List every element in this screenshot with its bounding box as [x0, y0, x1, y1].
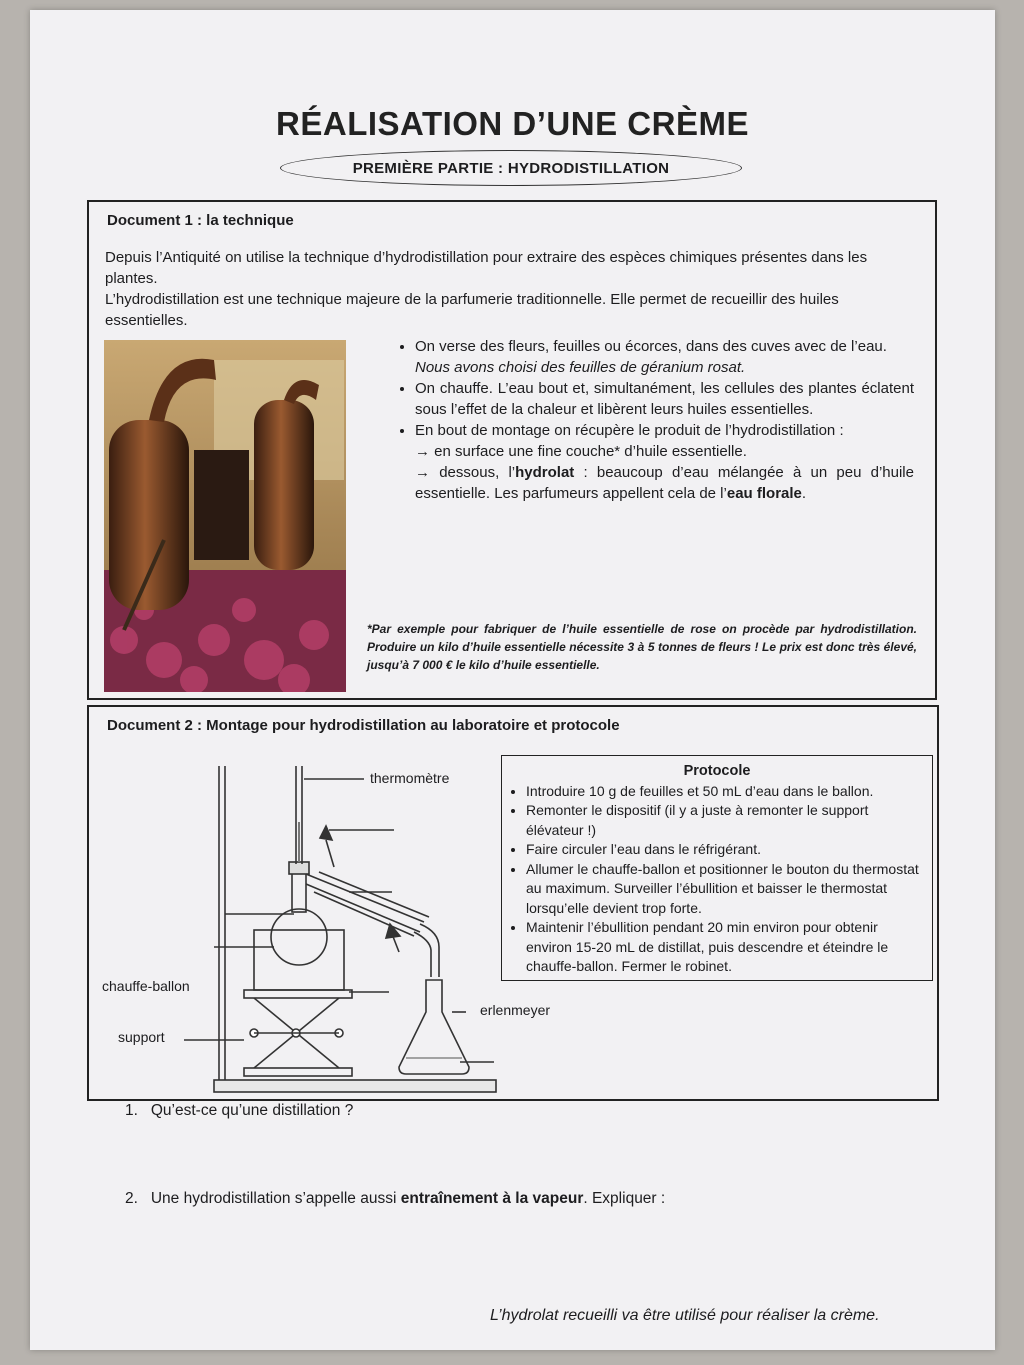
- step-bullet-1: [415, 336, 914, 378]
- question-2-number: 2.: [125, 1190, 138, 1207]
- protocol-step: • Allumer le chauffe-ballon et positionner le bouton du thermostat au maximum. Surveiller l’ébullition et baisser le thermostat lorsqu’elle devient trop forte.: [526, 860, 922, 919]
- intro-paragraph-1: Depuis l’Antiquité on utilise la technique d’hydrodistillation pour extraire des espèces chimiques présentes dans les plantes.: [105, 249, 868, 287]
- hydrolat-term: hydrolat: [515, 464, 575, 481]
- intro-paragraph-2: L’hydrodistillation est une technique majeure de la parfumerie traditionnelle. Elle permet de recueillir des huiles essentielles.: [105, 291, 839, 329]
- question-2: [125, 1190, 665, 1208]
- protocol-box: [501, 755, 933, 981]
- section-subtitle: [280, 150, 742, 186]
- label-thermometre: thermomètre: [370, 770, 450, 786]
- question-2-text-bold: entraînement à la vapeur: [400, 1190, 584, 1207]
- page-title: RÉALISATION D’UNE CRÈME: [276, 105, 749, 142]
- question-2-text-pre: Une hydrodistillation s’appelle aussi: [150, 1190, 401, 1207]
- protocol-step: • Introduire 10 g de feuilles et 50 mL d’eau dans le ballon.: [526, 782, 922, 802]
- below-pre: → dessous, l’: [415, 464, 516, 481]
- step-3-below: [415, 462, 914, 504]
- question-2-text-post: . Expliquer :: [583, 1190, 666, 1207]
- step-1-note: Nous avons choisi des feuilles de géranium rosat.: [415, 359, 746, 376]
- step-3-surface: → en surface une fine couche* d’huile essentielle.: [415, 443, 747, 460]
- step-bullet-3: [415, 420, 914, 504]
- distillery-photo: [104, 340, 346, 692]
- worksheet-page: [30, 10, 995, 1350]
- section-subtitle-text: PREMIÈRE PARTIE : HYDRODISTILLATION: [352, 159, 670, 177]
- question-1-number: 1.: [125, 1102, 138, 1119]
- label-chauffe-ballon: chauffe-ballon: [102, 978, 190, 994]
- below-end: .: [801, 485, 807, 502]
- protocol-step: • Maintenir l’ébullition pendant 20 min environ pour obtenir environ 15-20 mL de distillat, puis descendre et éteindre le chauffe-ballon. Fermer le robinet.: [526, 918, 922, 977]
- protocol-heading: Protocole: [683, 763, 751, 779]
- step-bullet-2: • On chauffe. L’eau bout et, simultanément, les cellules des plantes éclatent sous l’effet de la chaleur et libèrent leurs huiles essentielles.: [415, 378, 914, 420]
- step-3-text: En bout de montage on récupère le produit de l’hydrodistillation :: [415, 422, 844, 439]
- document-1-title: Document 1 : la technique: [107, 212, 294, 229]
- protocol-step: • Remonter le dispositif (il y a juste à remonter le support élévateur !): [526, 801, 922, 840]
- label-support: support: [118, 1029, 165, 1045]
- document-1-intro: [105, 247, 921, 331]
- label-erlenmeyer: erlenmeyer: [480, 1002, 551, 1018]
- question-1-text: Qu’est-ce qu’une distillation ?: [150, 1102, 354, 1119]
- eau-florale-term: eau florale: [726, 485, 802, 502]
- step-1-text: On verse des fleurs, feuilles ou écorces, dans des cuves avec de l’eau.: [415, 338, 887, 355]
- below-post: : beaucoup d’eau mélangée à un peu d’huile essentielle. Les parfumeurs appellent cela de l’: [415, 464, 914, 502]
- distillation-apparatus-diagram: [94, 752, 551, 1097]
- conclusion-note: L’hydrolat recueilli va être utilisé pour réaliser la crème.: [490, 1307, 880, 1324]
- question-1: [125, 1102, 353, 1120]
- technique-steps: [389, 336, 914, 504]
- footnote: *Par exemple pour fabriquer de l’huile essentielle de rose on procède par hydrodistillation. Produire un kilo d’huile essentielle nécessite 3 à 5 tonnes de fleurs ! Le prix est donc très élevé, jusqu’à 7 000 € le kilo d’huile essentielle.: [367, 622, 917, 672]
- document-2-title: Document 2 : Montage pour hydrodistillation au laboratoire et protocole: [107, 717, 620, 734]
- document-1-box: [87, 200, 937, 700]
- document-2-box: [87, 705, 939, 1101]
- protocol-step: • Faire circuler l’eau dans le réfrigérant.: [526, 840, 922, 860]
